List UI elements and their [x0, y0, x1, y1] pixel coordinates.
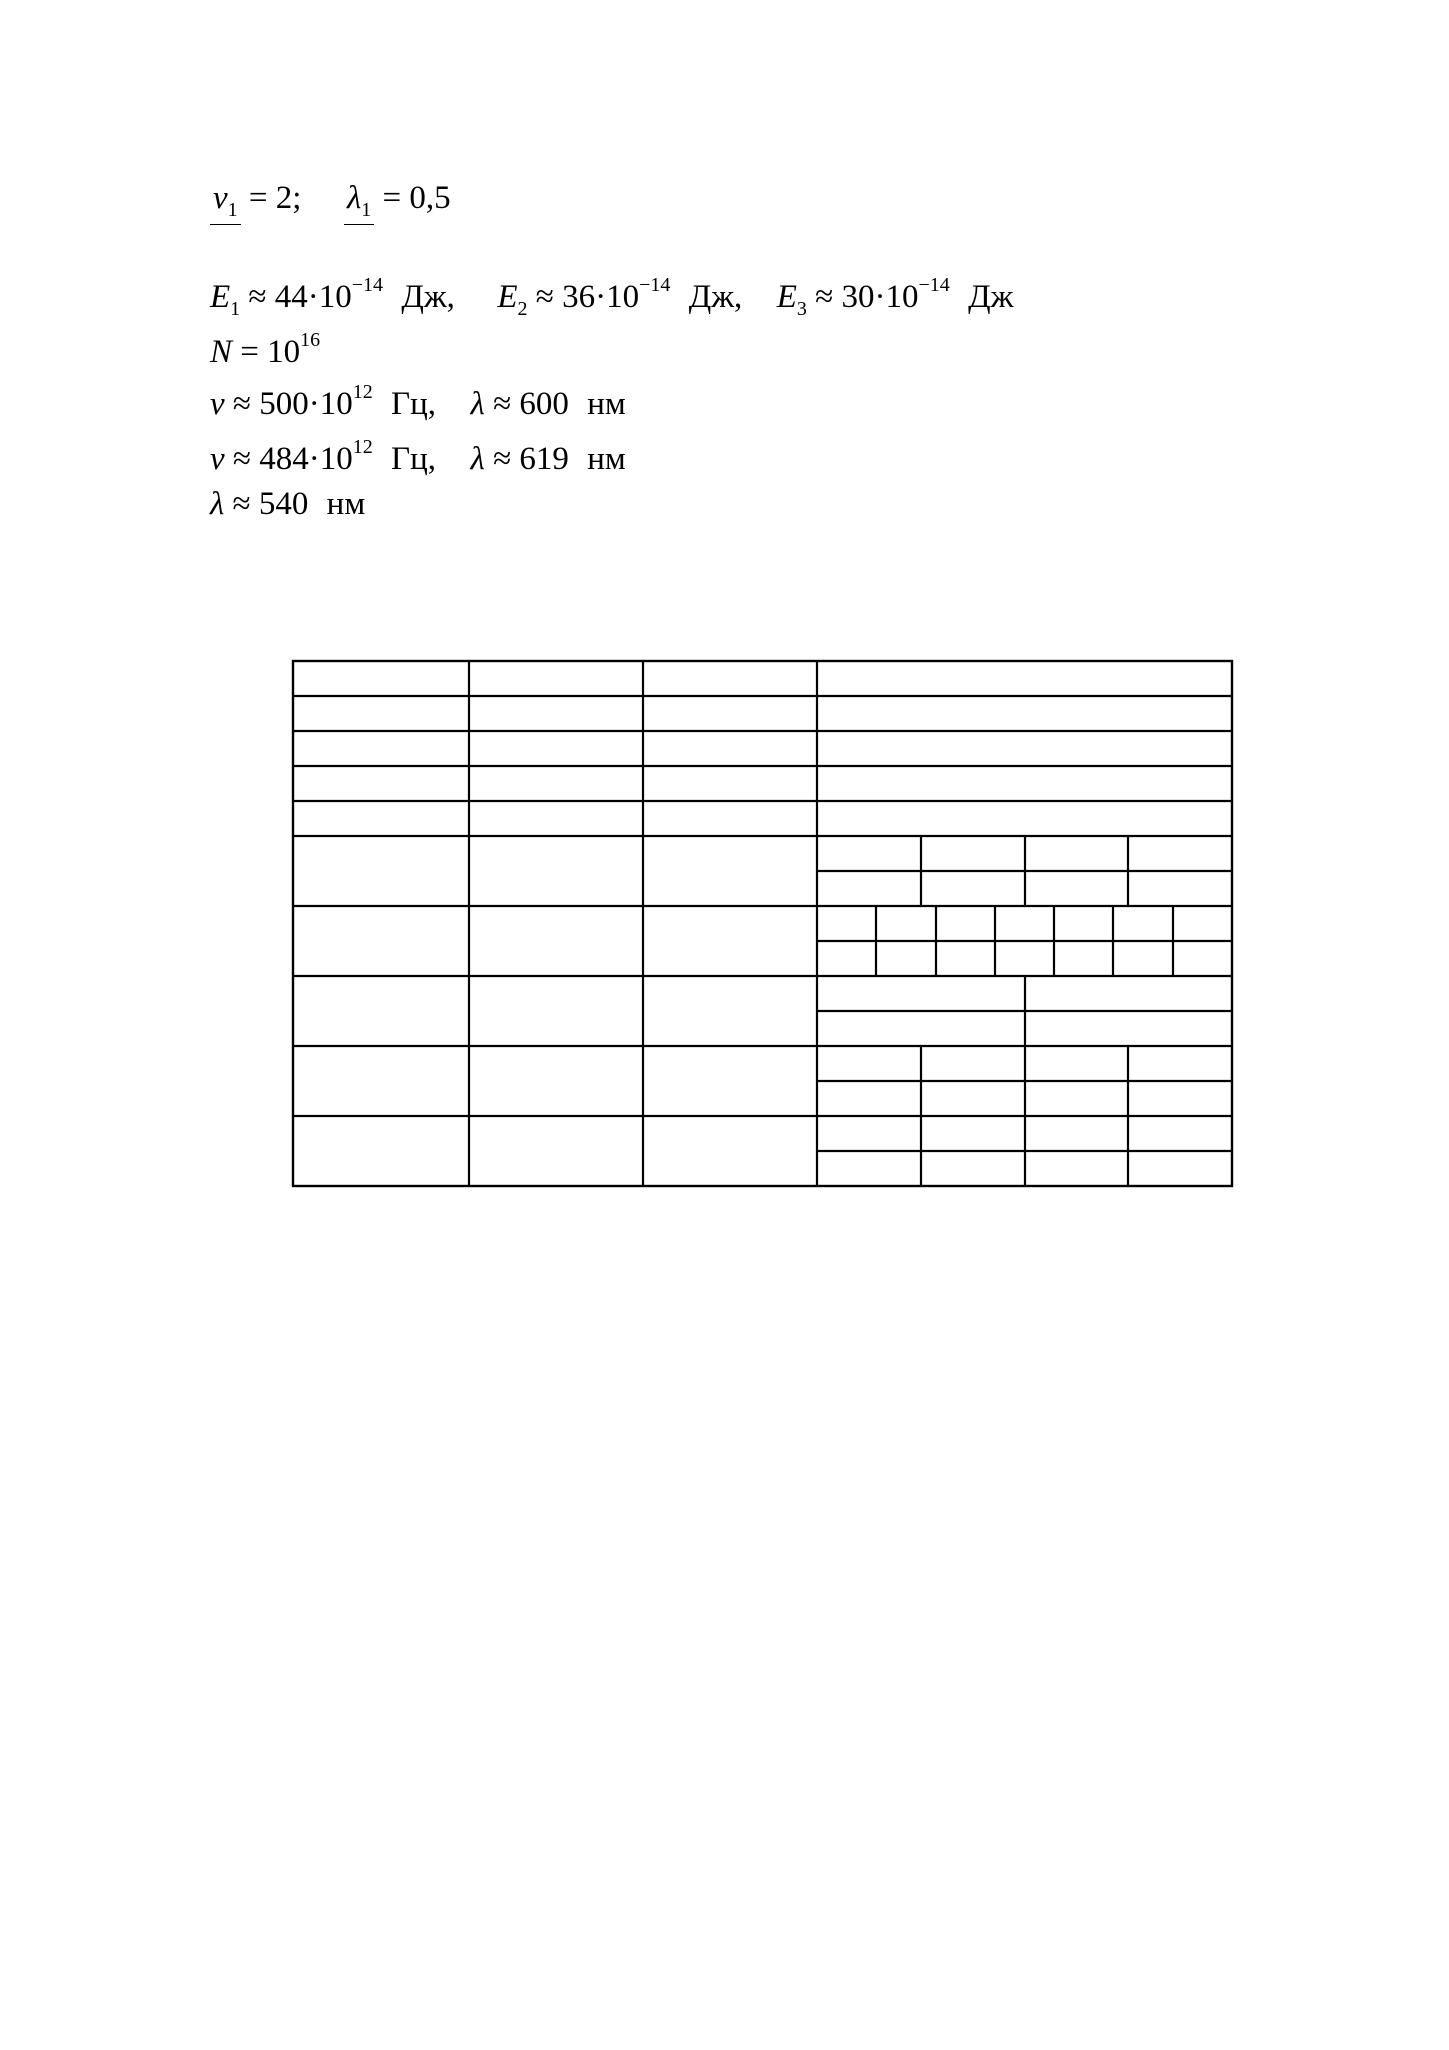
f2-lambda-value: ≈ 619 [493, 441, 569, 477]
f3-lambda-unit: нм [326, 486, 366, 522]
lambda-ratio-value: = 0,5 [382, 180, 451, 216]
e3-unit: Дж [968, 279, 1014, 315]
energy-values [210, 275, 1013, 319]
e1-subscript: 1 [230, 298, 241, 320]
lambda-subscript: 1 [361, 199, 372, 221]
photon-count [210, 330, 320, 369]
f2-lambda-symbol: λ [470, 441, 485, 477]
f3-lambda-value: ≈ 540 [232, 486, 309, 522]
e2-symbol: E [497, 279, 518, 315]
n-exponent: 16 [300, 329, 321, 351]
e3-symbol: E [776, 279, 797, 315]
e2-unit: Дж, [688, 279, 743, 315]
nu-subscript: 1 [227, 199, 238, 221]
f1-lambda-symbol: λ [470, 386, 485, 422]
f1-nu-unit: Гц, [391, 386, 437, 422]
f1-lambda-value: ≈ 600 [493, 386, 569, 422]
e2-subscript: 2 [517, 298, 528, 320]
e3-exponent: −14 [918, 274, 950, 296]
f2-nu-value: ≈ 484·10 [232, 441, 353, 477]
n-symbol: N [210, 334, 233, 370]
f1-exponent: 12 [352, 381, 373, 403]
e2-exponent: −14 [639, 274, 671, 296]
frequency-wavelength-2 [210, 437, 626, 476]
frequency-wavelength-ratio [210, 182, 451, 239]
nu-ratio-fraction [210, 182, 241, 239]
e3-subscript: 3 [796, 298, 807, 320]
nu-ratio-value: = 2; [248, 180, 302, 216]
f1-nu-symbol: ν [210, 386, 225, 422]
f2-nu-unit: Гц, [391, 441, 437, 477]
f3-lambda-symbol: λ [210, 486, 225, 522]
frequency-wavelength-1 [210, 382, 626, 421]
f2-lambda-unit: нм [587, 441, 626, 477]
e2-value: ≈ 36·10 [535, 279, 640, 315]
f1-nu-value: ≈ 500·10 [232, 386, 353, 422]
n-value: = 10 [240, 334, 301, 370]
e3-value: ≈ 30·10 [815, 279, 919, 315]
table-border [293, 661, 1232, 1186]
nu-symbol: ν [213, 180, 228, 216]
f2-exponent: 12 [352, 436, 373, 458]
f1-lambda-unit: нм [587, 386, 626, 422]
lambda-ratio-fraction [344, 182, 374, 239]
wavelength-3 [210, 488, 365, 521]
e1-exponent: −14 [351, 274, 384, 296]
f2-nu-symbol: ν [210, 441, 225, 477]
e1-symbol: E [210, 279, 231, 315]
e1-value: ≈ 44·10 [248, 279, 352, 315]
lambda-symbol: λ [346, 180, 362, 216]
e1-unit: Дж, [401, 279, 455, 315]
